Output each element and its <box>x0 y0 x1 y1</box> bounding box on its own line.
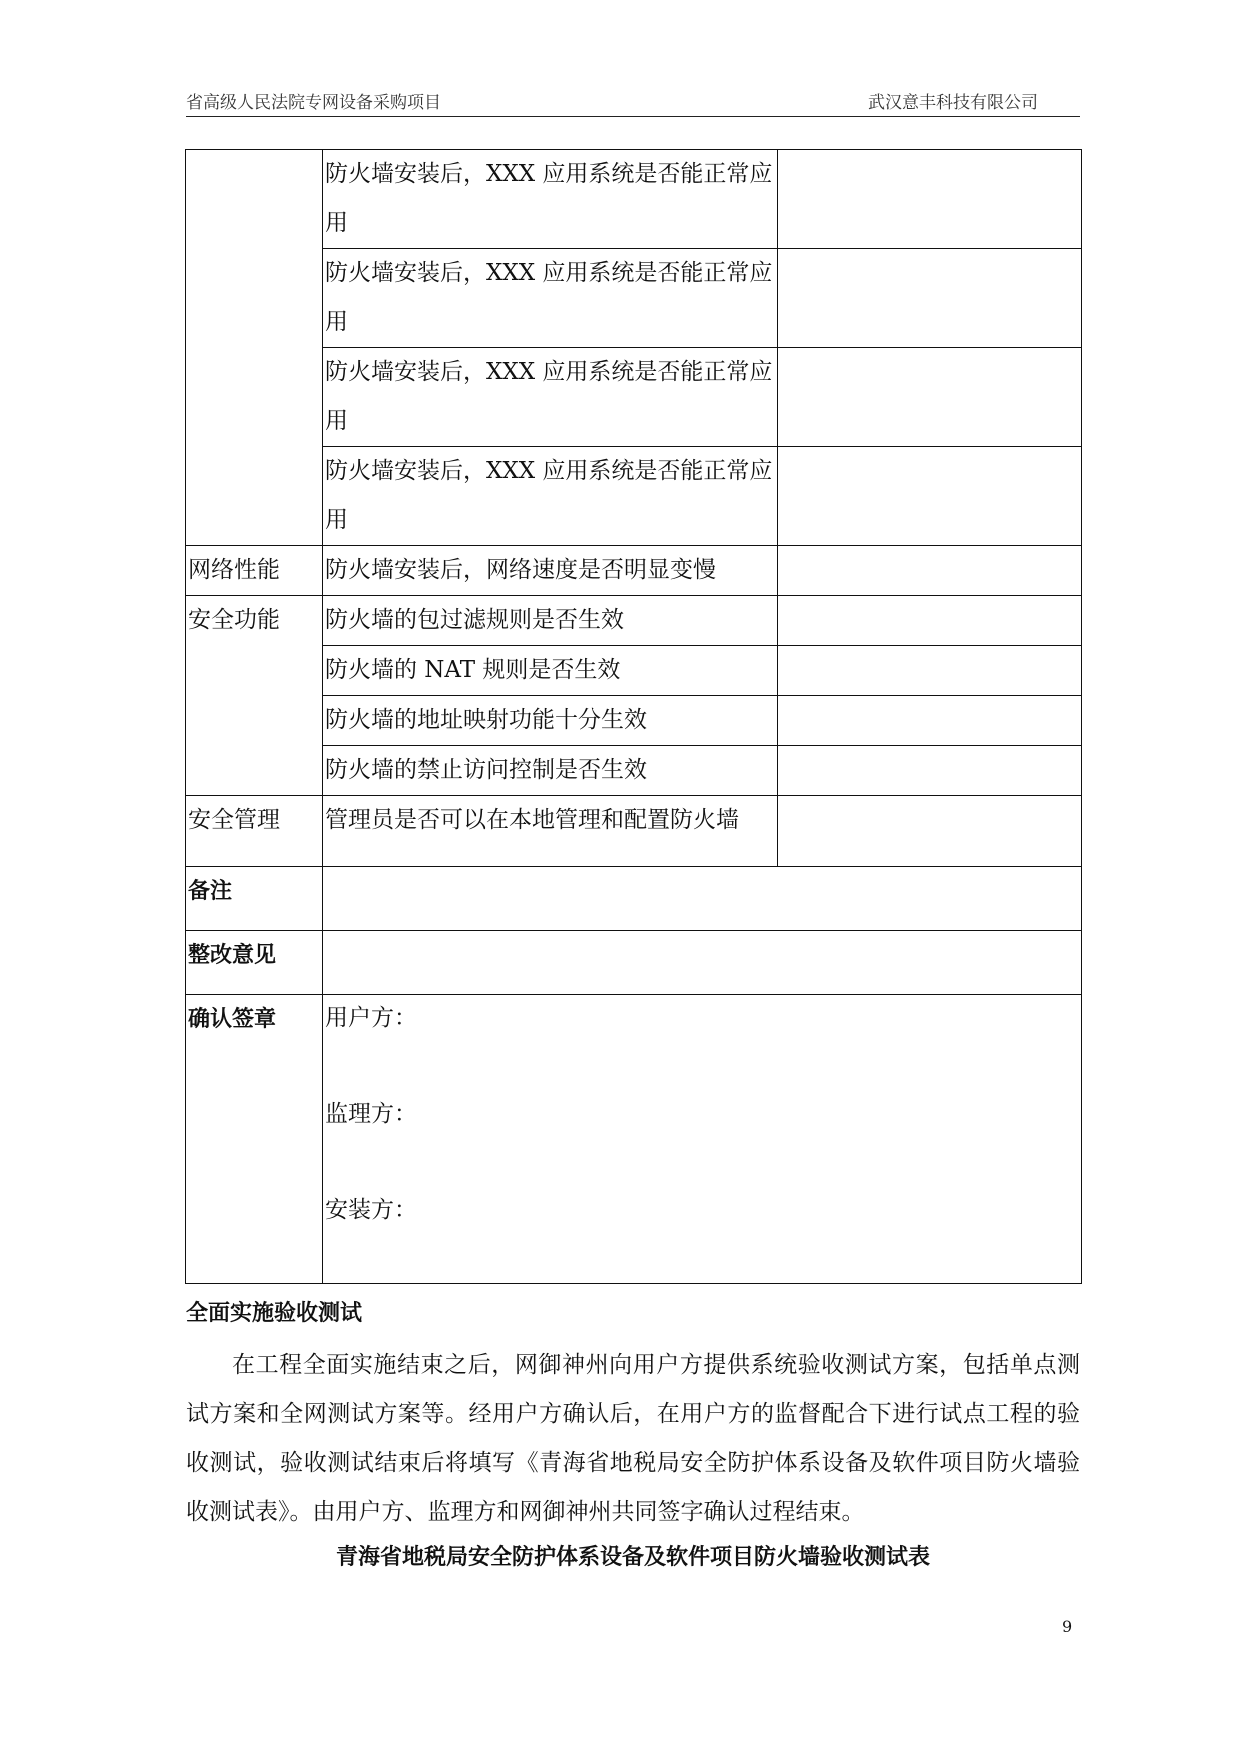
table-row <box>186 931 1082 995</box>
result-cell <box>777 249 1081 348</box>
section-title: 全面实施验收测试 <box>186 1301 363 1326</box>
test-item-cell: 管理员是否可以在本地管理和配置防火墙 <box>322 796 777 867</box>
result-cell <box>777 646 1081 696</box>
result-cell <box>777 447 1081 546</box>
confirm-signature-label: 确认签章 <box>186 995 323 1284</box>
result-cell <box>777 348 1081 447</box>
table-row <box>186 596 1082 646</box>
signatory-installer: 安装方： <box>324 1197 417 1223</box>
test-item-cell <box>322 348 777 447</box>
header-project-name: 省高级人民法院专网设备采购项目 <box>186 93 441 113</box>
result-cell <box>777 596 1081 646</box>
test-item-text: 防火墙安装后，XXX 应用系统是否能正常应用 <box>324 458 773 533</box>
result-cell <box>777 746 1081 796</box>
remarks-cell <box>322 867 1081 931</box>
test-item-text: 防火墙安装后，XXX 应用系统是否能正常应用 <box>324 359 773 434</box>
table-caption: 青海省地税局安全防护体系设备及软件项目防火墙验收测试表 <box>335 1545 930 1570</box>
header-company-name: 武汉意丰科技有限公司 <box>868 93 1038 113</box>
result-cell <box>777 150 1081 249</box>
result-cell <box>777 696 1081 746</box>
test-item-text: 防火墙安装后，XXX 应用系统是否能正常应用 <box>324 161 773 236</box>
test-item-cell <box>322 447 777 546</box>
test-item-text: 防火墙安装后，XXX 应用系统是否能正常应用 <box>324 260 773 335</box>
table-row <box>186 867 1082 931</box>
acceptance-test-table <box>185 149 1082 1284</box>
category-network-performance: 网络性能 <box>186 546 323 596</box>
test-item-cell: 防火墙安装后，网络速度是否明显变慢 <box>322 546 777 596</box>
category-security-management: 安全管理 <box>186 796 323 867</box>
test-item-cell: 防火墙的地址映射功能十分生效 <box>322 696 777 746</box>
category-cell-empty <box>186 150 323 546</box>
table-row <box>186 546 1082 596</box>
signatory-user: 用户方： <box>324 1005 417 1031</box>
signature-cell <box>322 995 1081 1284</box>
test-item-cell <box>322 249 777 348</box>
test-item-cell <box>322 150 777 249</box>
table-row <box>186 150 1082 249</box>
rectification-cell <box>322 931 1081 995</box>
test-item-cell: 防火墙的包过滤规则是否生效 <box>322 596 777 646</box>
table-row <box>186 796 1082 867</box>
test-item-cell: 防火墙的禁止访问控制是否生效 <box>322 746 777 796</box>
result-cell <box>777 546 1081 596</box>
remarks-label: 备注 <box>186 867 323 931</box>
body-paragraph: 在工程全面实施结束之后，网御神州向用户方提供系统验收测试方案，包括单点测试方案和全网测试方案等。经用户方确认后，在用户方的监督配合下进行试点工程的验收测试，验收测试结束后将填写《青海省地税局安全防护体系设备及软件项目防火墙验收测试表》。由用户方、监理方和网御神州共同签字确认过程结束。 <box>186 1352 1080 1525</box>
category-security-function: 安全功能 <box>186 596 323 796</box>
page-number: 9 <box>1062 1617 1073 1636</box>
test-item-cell: 防火墙的 NAT 规则是否生效 <box>322 646 777 696</box>
signatory-supervisor: 监理方： <box>324 1101 417 1127</box>
page-header <box>186 88 1080 117</box>
result-cell <box>777 796 1081 867</box>
rectification-label: 整改意见 <box>186 931 323 995</box>
table-row <box>186 995 1082 1284</box>
